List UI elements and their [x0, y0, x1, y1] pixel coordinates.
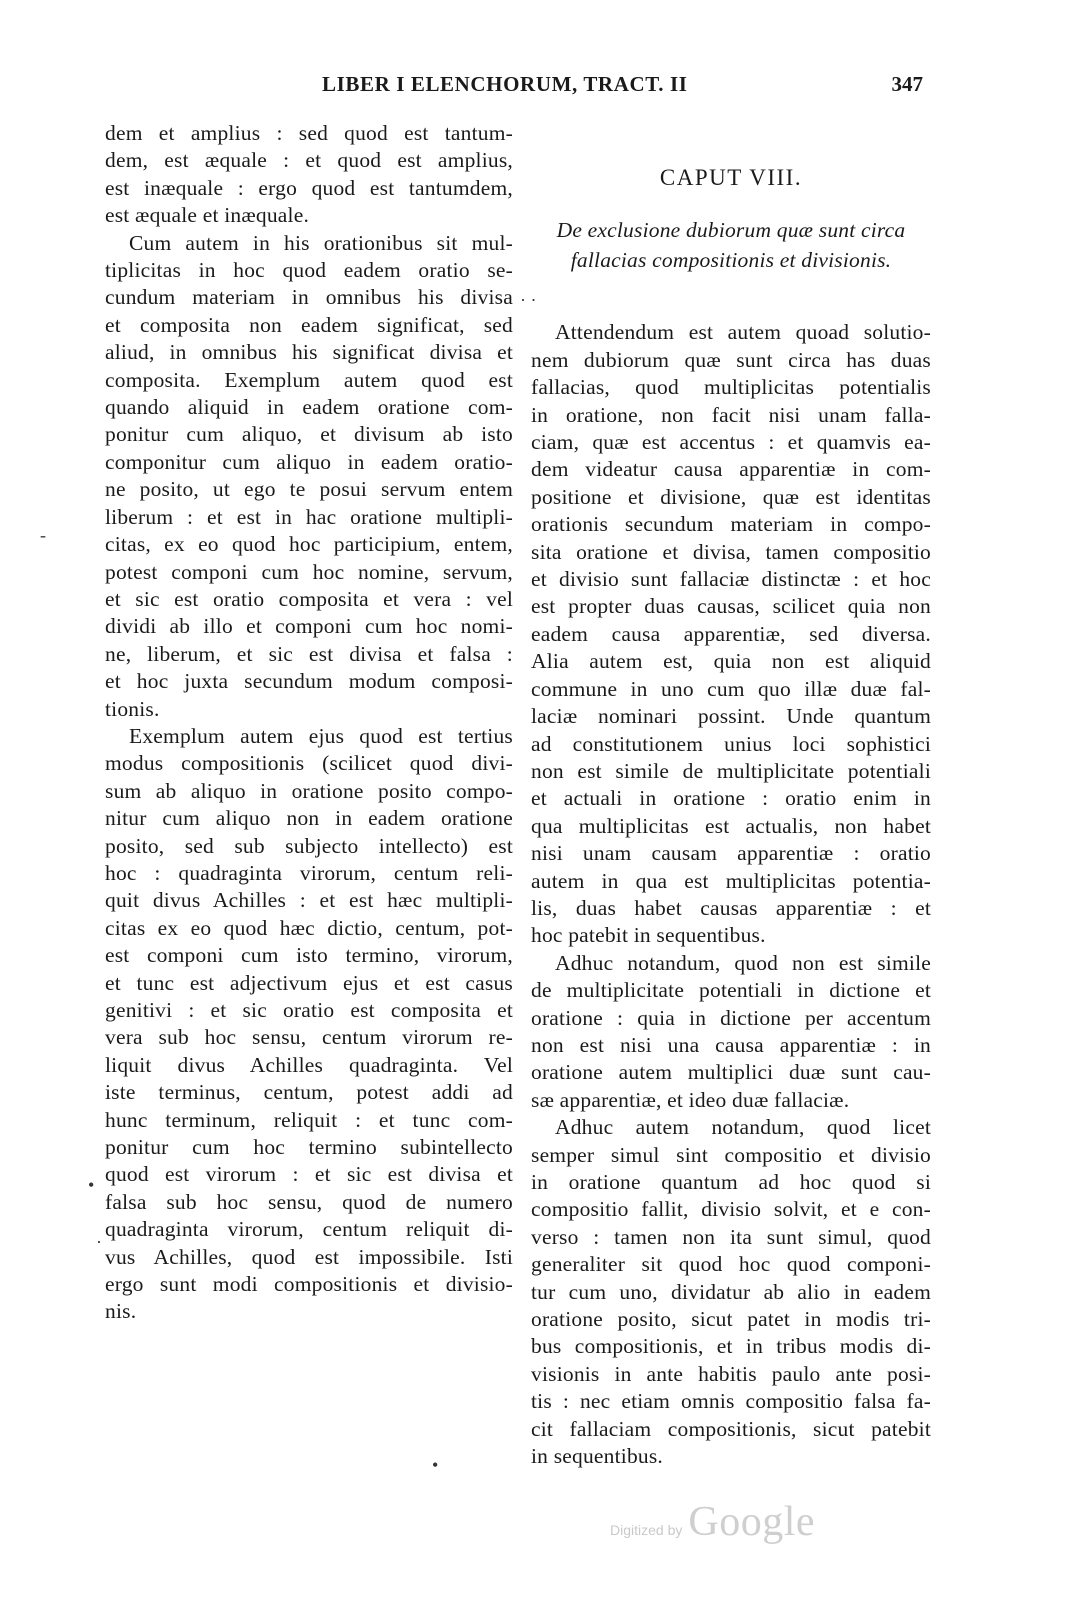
- text-line: genitivi : et sic oratio est composita et: [105, 998, 513, 1022]
- margin-dot: •: [432, 1455, 439, 1475]
- text-line: cundum materiam in omnibus his divisa: [105, 285, 513, 310]
- text-line: autem in qua est multiplicitas potentia-: [531, 868, 931, 893]
- text-line: est componi cum isto termino, virorum,: [105, 943, 513, 968]
- text-line: nitur cum aliquo non in eadem oratione: [105, 806, 513, 831]
- chapter-title: CAPUT VIII.: [659, 165, 803, 190]
- text-line: et hoc juxta secundum modum composi-: [105, 669, 513, 694]
- page-header: [0, 72, 1065, 102]
- text-line: oratione : quia in dictione per accentum: [531, 1005, 931, 1030]
- text-line: vus Achilles, quod est impossibile. Isti: [105, 1244, 513, 1269]
- text-line: Adhuc autem notandum, quod licet: [555, 1115, 931, 1140]
- text-line: vera sub hoc sensu, centum virorum re-: [105, 1025, 513, 1050]
- text-line: Cum autem in his orationibus sit mul-: [129, 230, 513, 255]
- text-line: eadem causa apparentiæ, sed diversa.: [531, 621, 931, 646]
- text-line: ponitur cum aliquo, et divisum ab isto: [105, 422, 513, 447]
- text-line: citas, ex eo quod hoc participium, entem,: [105, 532, 513, 557]
- chapter-subtitle-line: fallacias compositionis et divisionis.: [570, 248, 892, 273]
- right-paragraphs: [531, 319, 931, 1470]
- margin-dot: · ·: [520, 290, 537, 310]
- right-column: [531, 114, 931, 1470]
- text-line: non est simile de multiplicitate potentiali: [531, 758, 931, 783]
- text-line: de multiplicitate potentiali in dictione et: [531, 978, 931, 1003]
- text-line: et divisio sunt fallaciæ distinctæ : et hoc: [531, 567, 931, 592]
- text-line: ne, liberum, et sic est divisa et falsa :: [105, 641, 513, 666]
- text-line: positione et divisione, quæ est identitas: [531, 484, 931, 509]
- text-line: ad constitutionem unius loci sophistici: [531, 731, 931, 756]
- text-line: fallacias, quod multiplicitas potentialis: [531, 375, 931, 400]
- text-line: componitur cum aliquo in eadem oratio-: [105, 449, 513, 474]
- text-line: sæ apparentiæ, et ideo duæ fallaciæ.: [531, 1087, 850, 1112]
- text-line: quadraginta virorum, centum reliquit di-: [105, 1217, 513, 1242]
- text-line: ciam, quæ est accentus : et quamvis ea-: [531, 430, 931, 455]
- text-line: quod est virorum : et sic est divisa et: [105, 1162, 513, 1187]
- text-line: semper simul sint compositio et divisio: [531, 1142, 931, 1167]
- text-line: hoc patebit in sequentibus.: [531, 923, 766, 948]
- running-title: LIBER I ELENCHORUM, TRACT. II: [322, 72, 688, 96]
- google-logo: Google: [688, 1499, 816, 1545]
- text-line: dividi ab illo et componi cum hoc nomi-: [105, 614, 513, 639]
- text-line: sum ab aliquo in oratione posito compo-: [105, 778, 513, 803]
- text-line: dem et amplius : sed quod est tantum-: [105, 121, 513, 145]
- text-line: qua multiplicitas est actualis, non habet: [531, 813, 931, 838]
- text-line: est æquale et inæquale.: [105, 203, 310, 228]
- text-line: tionis.: [105, 696, 160, 721]
- text-line: et composita non eadem significat, sed: [105, 312, 513, 337]
- text-line: est propter duas causas, scilicet quia non: [531, 594, 931, 619]
- text-line: oratione posito, sicut patet in modis tri-: [531, 1307, 931, 1332]
- left-column: [105, 120, 513, 1326]
- text-line: nis.: [105, 1299, 137, 1324]
- text-line: Exemplum autem ejus quod est tertius: [129, 723, 513, 748]
- text-line: quit divus Achilles : et est hæc multipli-: [105, 888, 513, 913]
- text-line: visionis in ante habitis paulo ante posi-: [531, 1361, 931, 1386]
- text-line: hunc terminum, reliquit : et tunc com-: [105, 1107, 513, 1132]
- text-line: modus compositionis (scilicet quod divi-: [105, 751, 513, 776]
- chapter-subtitle: [531, 215, 931, 275]
- text-line: et sic est oratio composita et vera : vel: [105, 586, 513, 611]
- text-line: composita. Exemplum autem quod est: [105, 367, 513, 392]
- text-line: est inæquale : ergo quod est tantumdem,: [105, 175, 513, 200]
- text-line: nem dubiorum quæ sunt circa has duas: [531, 347, 931, 372]
- text-line: in oratione quantum ad hoc quod si: [531, 1170, 931, 1194]
- text-line: dem, est æquale : et quod est amplius,: [105, 148, 513, 173]
- text-line: dem videatur causa apparentiæ in com-: [531, 457, 931, 482]
- text-line: bus compositionis, et in tribus modis di-: [531, 1334, 931, 1359]
- text-line: Adhuc notandum, quod non est simile: [555, 950, 931, 975]
- text-line: lis, duas habet causas apparentiæ : et: [531, 895, 931, 920]
- text-line: in oratione, non facit nisi unam falla-: [531, 402, 931, 427]
- text-line: commune in uno cum quo illæ duæ fal-: [531, 676, 931, 701]
- text-line: non est nisi una causa apparentiæ : in: [531, 1032, 931, 1057]
- text-line: generaliter sit quod hoc quod componi-: [531, 1252, 931, 1277]
- text-line: sita oratione et divisa, tamen compositio: [531, 539, 931, 564]
- text-line: aliud, in omnibus his significat divisa et: [105, 340, 513, 365]
- text-line: et tunc est adjectivum ejus et est casus: [105, 970, 513, 995]
- text-line: cit fallaciam compositionis, sicut patebit: [531, 1416, 931, 1441]
- text-line: ne posito, ut ego te posui servum entem: [105, 477, 513, 502]
- text-line: citas ex eo quod hæc dictio, centum, pot-: [105, 915, 513, 940]
- margin-dash: -: [40, 525, 46, 545]
- margin-dot: ·: [96, 1232, 102, 1252]
- text-line: et actuali in oratione : oratio enim in: [531, 786, 931, 811]
- text-line: posito, sed sub subjecto intellecto) est: [105, 833, 513, 858]
- text-line: falsa sub hoc sensu, quod de numero: [105, 1189, 513, 1214]
- digitized-by-text: Digitized by: [610, 1522, 683, 1538]
- text-line: in sequentibus.: [531, 1444, 663, 1469]
- text-line: hoc : quadraginta virorum, centum reli-: [105, 860, 513, 885]
- text-line: nisi unam causam apparentiæ : oratio: [531, 841, 931, 866]
- page-number: 347: [891, 72, 923, 96]
- margin-dot: •: [88, 1175, 95, 1195]
- text-line: tiplicitas in hoc quod eadem oratio se-: [105, 258, 513, 283]
- text-line: iste terminus, centum, potest addi ad: [105, 1080, 513, 1105]
- text-line: compositio fallit, divisio solvit, et e con-: [531, 1197, 931, 1222]
- text-line: liquit divus Achilles quadraginta. Vel: [105, 1052, 513, 1077]
- text-line: verso : tamen non ita sunt simul, quod: [531, 1224, 931, 1249]
- text-line: liberum : et est in hac oratione multipli-: [105, 504, 513, 529]
- text-line: potest componi cum hoc nomine, servum,: [105, 559, 513, 584]
- text-line: laciæ nominari possint. Unde quantum: [531, 704, 931, 729]
- chapter-subtitle-line: De exclusione dubiorum quæ sunt circa: [556, 218, 906, 243]
- chapter-gap: [531, 275, 931, 319]
- text-line: tur cum uno, dividatur ab alio in eadem: [531, 1279, 931, 1304]
- text-line: tis : nec etiam omnis compositio falsa fa-: [531, 1389, 931, 1414]
- text-line: orationis secundum materiam in compo-: [531, 512, 931, 537]
- text-line: ponitur cum hoc termino subintellecto: [105, 1135, 513, 1160]
- text-line: ergo sunt modi compositionis et divisio-: [105, 1272, 513, 1297]
- text-line: oratione autem multiplici duæ sunt cau-: [531, 1060, 931, 1085]
- text-line: Alia autem est, quia non est aliquid: [531, 649, 931, 674]
- text-line: Attendendum est autem quoad solutio-: [555, 320, 931, 345]
- digitization-watermark: [610, 1498, 815, 1546]
- text-line: quando aliquid in eadem oratione com-: [105, 395, 513, 420]
